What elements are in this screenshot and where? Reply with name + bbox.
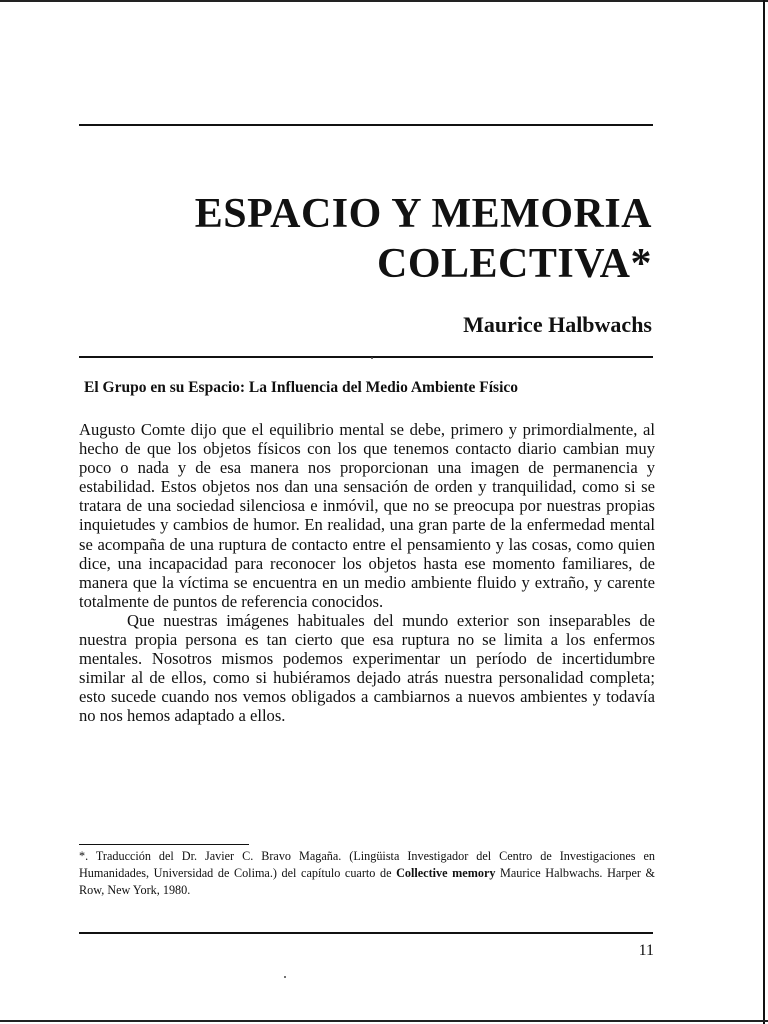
footnote-separator <box>79 844 249 845</box>
footnote <box>79 848 655 899</box>
page-edge-bottom <box>0 1020 768 1022</box>
section-heading: El Grupo en su Espacio: La Influencia del Medio Ambiente Físico <box>84 379 519 396</box>
scan-speck <box>284 976 286 978</box>
page-edge-top <box>0 0 768 2</box>
bottom-rule <box>79 932 653 934</box>
scan-speck <box>371 357 373 359</box>
author-name: Maurice Halbwachs <box>463 312 652 337</box>
footnote-book-title: Collective memory <box>396 866 496 880</box>
paragraph-1: Augusto Comte dijo que el equilibrio mental se debe, primero y primordialmente, al hecho de que los objetos físicos con los que tenemos contacto diario cambian muy poco o nada y de esa manera nos proporcionan una imagen de permanencia y estabilidad. Estos objetos nos dan una sensación de orden y tranquilidad, como si se tratara de una sociedad silenciosa e inmóvil, que no se preocupa por nuestras propias inquietudes y cambios de humor. En realidad, una gran parte de la enfermedad mental se acompaña de una ruptura de contacto entre el pensamiento y las cosas, como quien dice, una incapacidad para reconocer los objetos hasta ese momento familiares, de manera que la víctima se encuentra en un medio ambiente fluido y extraño, y carente totalmente de puntos de referencia conocidos. <box>79 420 655 611</box>
paragraph-2: Que nuestras imágenes habituales del mundo exterior son inseparables de nuestra propia persona es tan cierto que esa ruptura no se limita a los enfermos mentales. Nosotros mismos podemos experimentar un período de incertidumbre similar al de ellos, como si hubiéramos dejado atrás nuestra personalidad completa; esto sucede cuando nos vemos obligados a cambiarnos a nuevos ambientes y todavía no nos hemos adaptado a ellos. <box>79 610 655 726</box>
page-number: 11 <box>638 942 654 959</box>
header-rule <box>79 356 653 358</box>
footnote-text-after: Maurice Halbwachs. Harper & Row, New York, 1980. <box>79 866 655 897</box>
page-edge-right <box>763 0 765 1024</box>
body-text <box>79 420 655 726</box>
article-title-line-1: ESPACIO Y MEMORIA <box>194 191 652 237</box>
article-title-line-2: COLECTIVA* <box>377 241 652 287</box>
top-rule <box>79 124 653 126</box>
footnote-text: *. Traducción del Dr. Javier C. Bravo Magaña. (Lingüista Investigador del Centro de Investigaciones en Humanidades, Universidad de Colima.) del capítulo cuarto de <box>79 849 655 880</box>
